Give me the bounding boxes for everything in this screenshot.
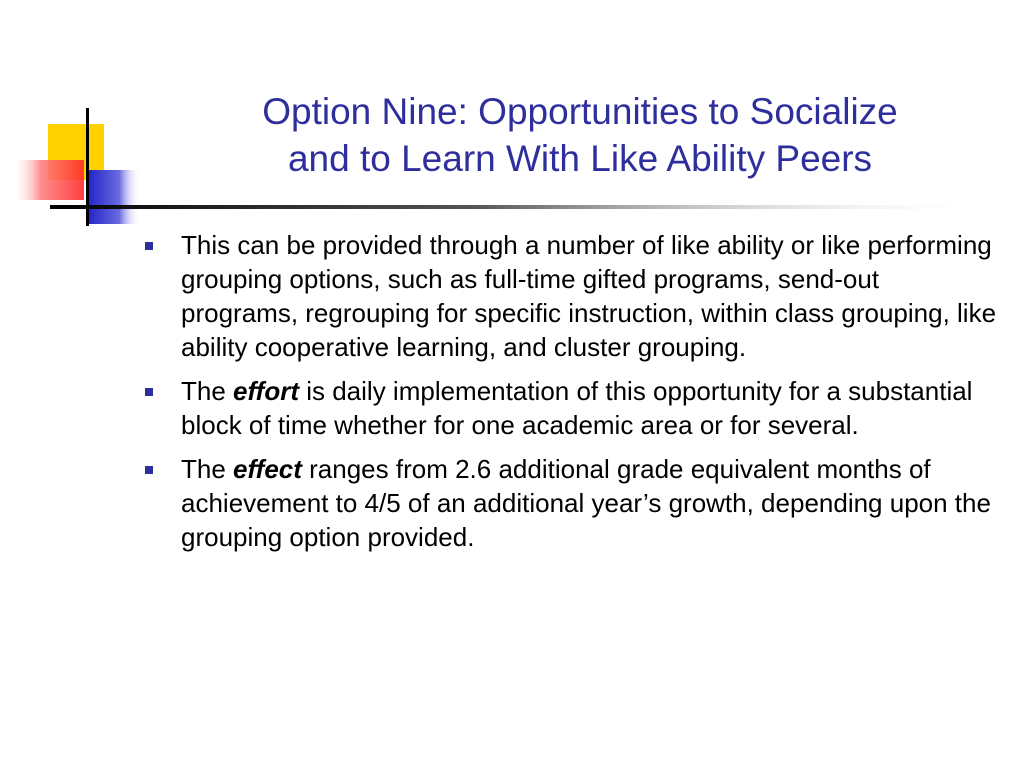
square-bullet-icon: [145, 466, 153, 474]
slide-title-line-2: and to Learn With Like Ability Peers: [287, 138, 873, 179]
bullet-text-3: [181, 452, 1000, 554]
bullet-list: [140, 228, 1000, 564]
bullet-2-lead: The: [181, 376, 234, 406]
bullet-3-emphasis: effect: [233, 454, 302, 484]
logo-horizontal-line: [50, 205, 1000, 209]
bullet-2-rest: is daily implementation of this opportunity for a substantial block of time whether for one academic area or for several.: [181, 376, 973, 440]
slide-title-line-1: Option Nine: Opportunities to Socialize: [262, 91, 898, 132]
bullet-3-lead: The: [181, 454, 234, 484]
logo-vertical-line: [86, 108, 89, 226]
bullet-2-emphasis: effort: [233, 376, 299, 406]
logo-blue-square: [88, 170, 140, 224]
square-bullet-icon: [145, 388, 153, 396]
bullet-item-3: [140, 452, 1000, 554]
bullet-text-2: [181, 374, 1000, 442]
logo-red-square: [12, 160, 84, 200]
bullet-text-1: This can be provided through a number of like ability or like performing grouping options, such as full-time gifted programs, send-out programs, regrouping for specific instruction, within class grouping, like ability cooperative learning, and cluster grouping.: [181, 230, 997, 362]
logo-yellow-square: [48, 124, 104, 180]
bullet-item-2: [140, 374, 1000, 442]
bullet-item-1: [140, 228, 1000, 364]
slide-title: [150, 88, 1010, 182]
square-bullet-icon: [145, 242, 153, 250]
bullet-3-rest: ranges from 2.6 additional grade equivalent months of achievement to 4/5 of an additional year’s growth, depending upon the grouping option provided.: [181, 454, 991, 552]
